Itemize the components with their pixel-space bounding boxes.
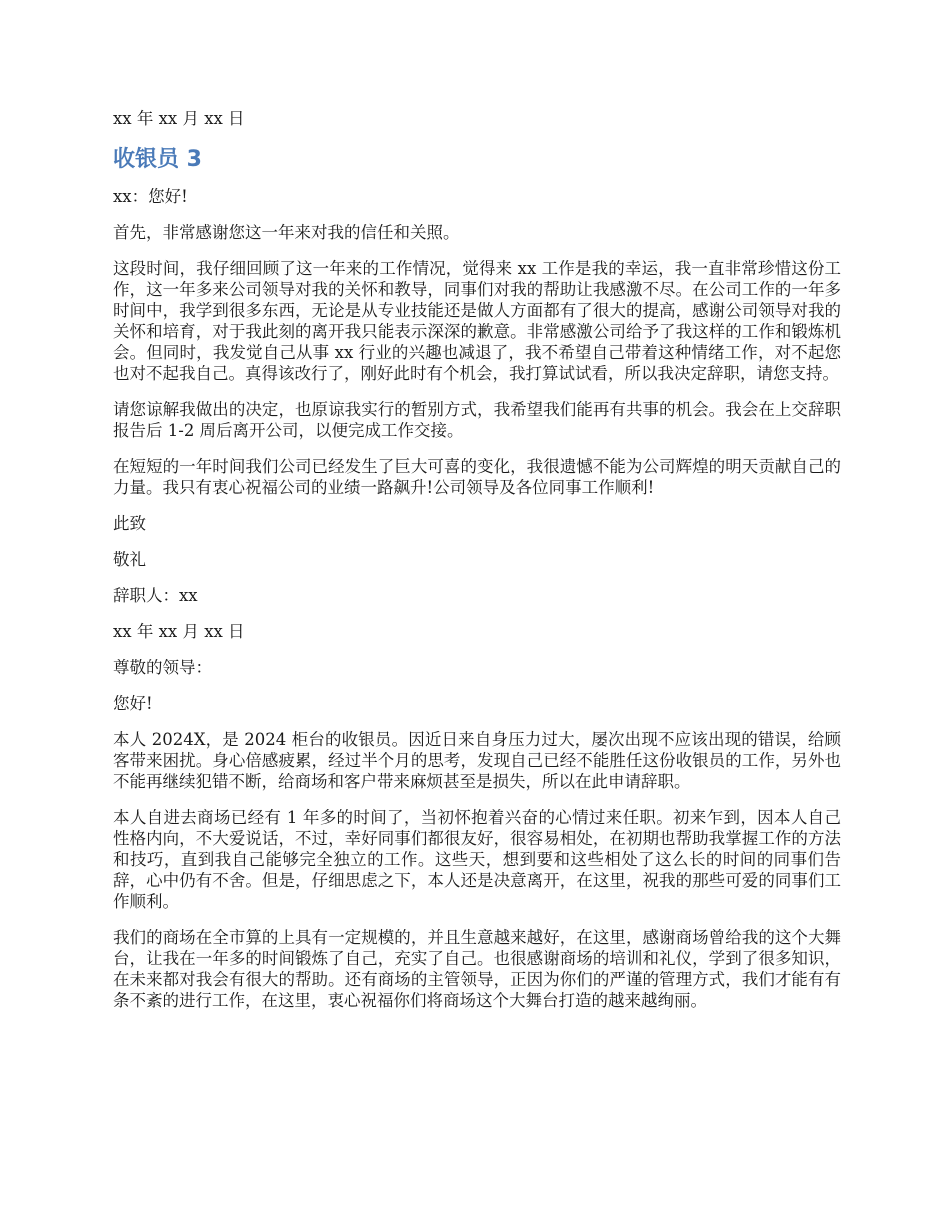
closing-line: 此致 (113, 514, 146, 533)
document-page (113, 108, 841, 1026)
body-paragraph: 在短短的一年时间我们公司已经发生了巨大可喜的变化，我很遗憾不能为公司辉煌的明天贡献自己的力量。我只有衷心祝福公司的业绩一路飙升!公司领导及各位同事工作顺利! (113, 457, 841, 497)
closing-line: 敬礼 (113, 550, 146, 569)
body-paragraph: 我们的商场在全市算的上具有一定规模的，并且生意越来越好，在这里，感谢商场曾给我的这个大舞台，让我在一年多的时间锻炼了自己，充实了自己。也很感谢商场的培训和礼仪，学到了很多知识，在未来都对我会有很大的帮助。还有商场的主管领导，正因为你们的严谨的管理方式，我们才能有有条不紊的进行工作，在这里，衷心祝福你们将商场这个大舞台打造的越来越绚丽。 (113, 928, 841, 1010)
body-paragraph: 这段时间，我仔细回顾了这一年来的工作情况，觉得来 xx 工作是我的幸运，我一直非常珍惜这份工作，这一年多来公司领导对我的关怀和教导，同事们对我的帮助让我感激不尽。在公司工作的一年多时间中，我学到很多东西，无论是从专业技能还是做人方面都有了很大的提高，感谢公司领导对我的关怀和培育，对于我此刻的离开我只能表示深深的歉意。非常感激公司给予了我这样的工作和锻炼机会。但同时，我发觉自己从事 xx 行业的兴趣也减退了，我不希望自己带着这种情绪工作，对不起您也对不起我自己。真得该改行了，刚好此时有个机会，我打算试试看，所以我决定辞职，请您支持。 (113, 259, 841, 383)
section-title: 收银员 3 (113, 147, 202, 172)
date-line: xx 年 xx 月 xx 日 (113, 109, 245, 128)
signature-line: 辞职人：xx (113, 586, 198, 605)
body-paragraph: 本人 2024X，是 2024 柜台的收银员。因近日来自身压力过大，屡次出现不应该出现的错误，给顾客带来困扰。身心倍感疲累，经过半个月的思考，发现自己已经不能胜任这份收银员的工作，另外也不能再继续犯错不断，给商场和客户带来麻烦甚至是损失，所以在此申请辞职。 (113, 730, 841, 791)
salutation: xx：您好! (113, 187, 188, 206)
body-paragraph: 请您谅解我做出的决定，也原谅我实行的暂别方式，我希望我们能再有共事的机会。我会在上交辞职报告后 1-2 周后离开公司，以便完成工作交接。 (113, 400, 841, 440)
date-line: xx 年 xx 月 xx 日 (113, 622, 245, 641)
salutation: 尊敬的领导： (113, 658, 212, 677)
greeting: 您好! (113, 694, 153, 713)
body-paragraph: 本人自进去商场已经有 1 年多的时间了，当初怀抱着兴奋的心情过来任职。初来乍到，因本人自己性格内向，不大爱说话，不过，幸好同事们都很友好，很容易相处，在初期也帮助我掌握工作的方法和技巧，直到我自己能够完全独立的工作。这些天，想到要和这些相处了这么长的时间的同事们告辞，心中仍有不舍。但是，仔细思虑之下，本人还是决意离开，在这里，祝我的那些可爱的同事们工作顺利。 (113, 808, 841, 911)
body-paragraph: 首先，非常感谢您这一年来对我的信任和关照。 (113, 223, 460, 242)
